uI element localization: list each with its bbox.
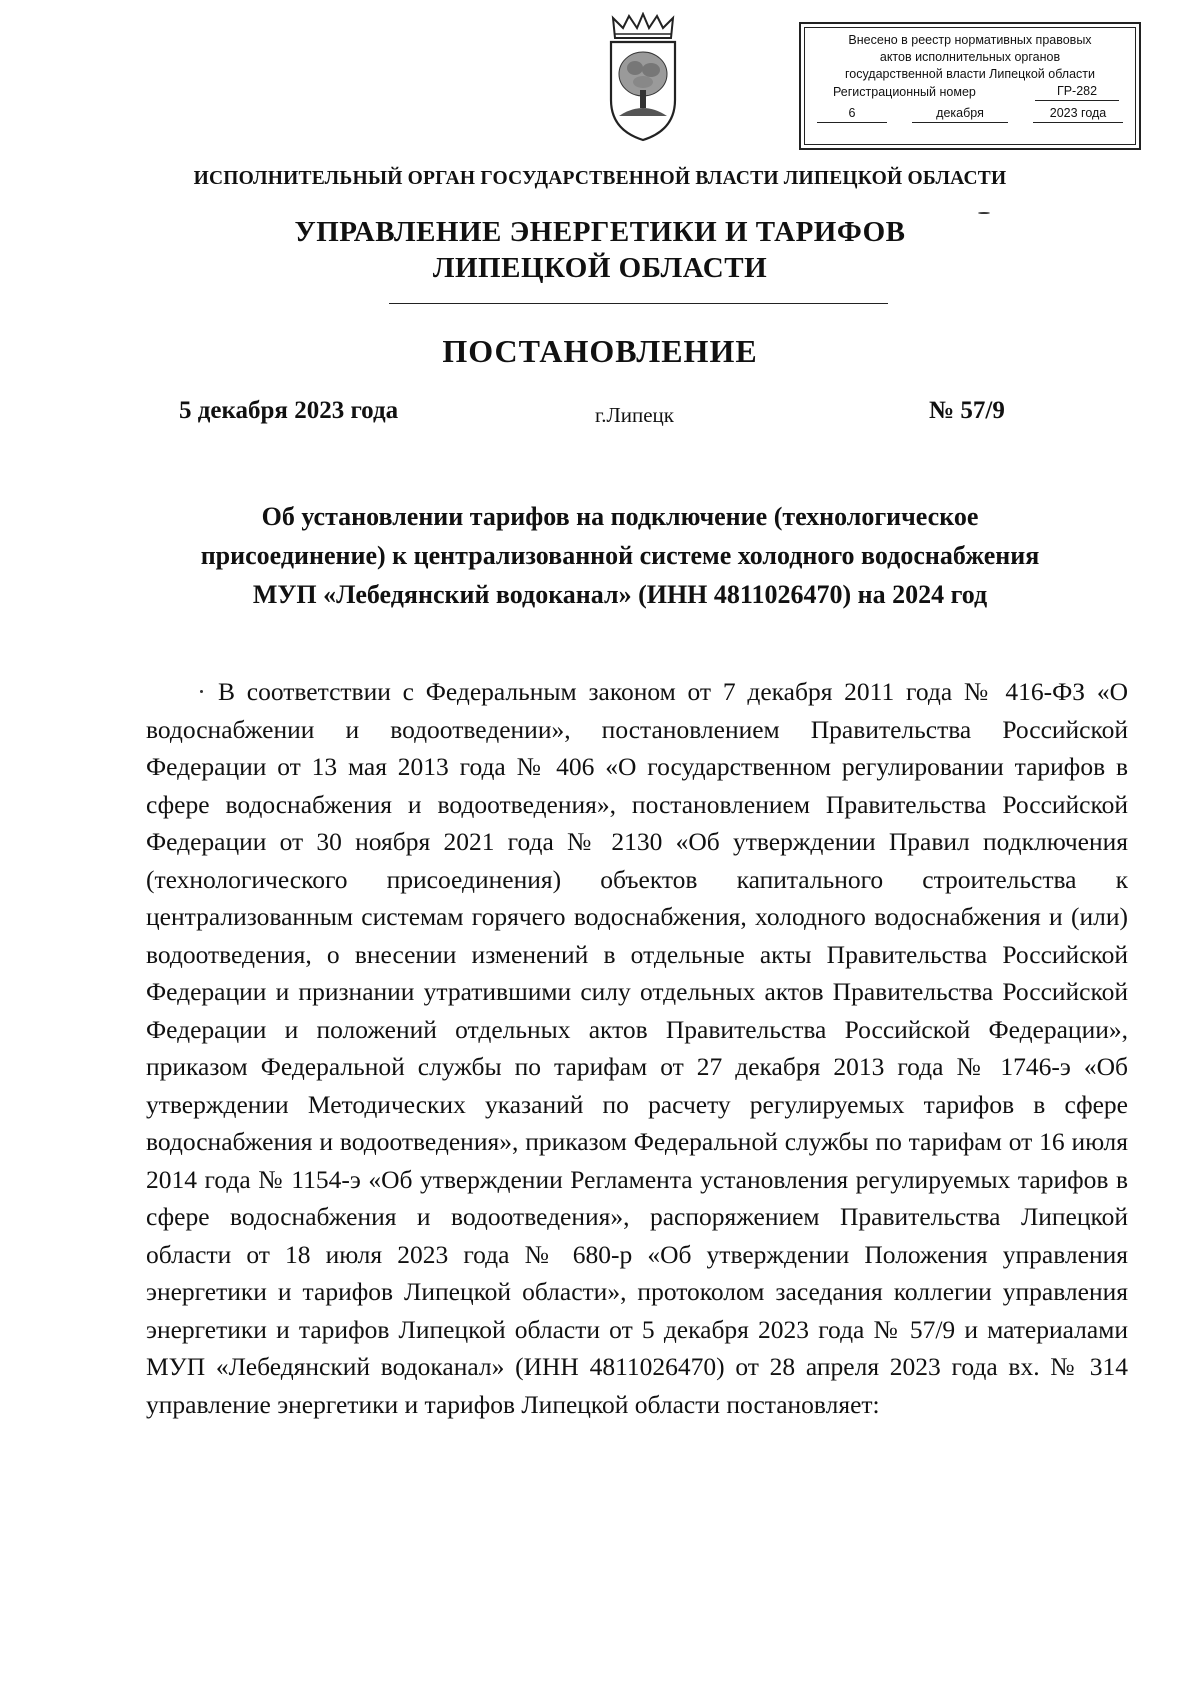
header-divider	[389, 303, 888, 304]
stamp-reg-label: Регистрационный номер	[833, 85, 976, 99]
document-city: г.Липецк	[595, 403, 674, 427]
stamp-year: 2023 года	[1033, 105, 1123, 123]
stamp-month: декабря	[912, 105, 1008, 123]
scan-speck	[978, 212, 990, 214]
registry-stamp	[799, 22, 1141, 150]
scan-speck	[200, 690, 203, 693]
department-line-2: ЛИПЕЦКОЙ ОБЛАСТИ	[432, 252, 768, 284]
body-paragraph: В соответствии с Федеральным законом от 7 декабря 2011 года № 416-ФЗ «О водоснабжении и водоотведении», постановлением Правительства Российской Федерации от 13 мая 2013 года № 406 «О государственном регулировании тарифов в сфере водоснабжения и водоотведения», постановлением Правительства Российской Федерации от 30 ноября 2021 года № 2130 «Об утверждении Правил подключения (технологического присоединения) объектов капитального строительства к централизованным системам горячего водоснабжения, холодного водоснабжения и (или) водоотведения, о внесении изменений в отдельные акты Правительства Российской Федерации и признании утратившими силу отдельных актов Правительства Российской Федерации и положений отдельных актов Правительства Российской Федерации», приказом Федеральной службы по тарифам от 27 декабря 2013 года № 1746-э «Об утверждении Методических указаний по расчету регулируемых тарифов в сфере водоснабжения и водоотведения», приказом Федеральной службы по тарифам от 16 июля 2014 года № 1154-э «Об утверждении Регламента установления регулируемых тарифов в сфере водоснабжения и водоотведения», распоряжением Правительства Липецкой области от 18 июля 2023 года № 680-р «Об утверждении Положения управления энергетики и тарифов Липецкой области», протоколом заседания коллегии управления энергетики и тарифов Липецкой области от 5 декабря 2023 года № 57/9 и материалами МУП «Лебедянский водоканал» (ИНН 4811026470) от 28 апреля 2023 года вх. № 314 управление энергетики и тарифов Липецкой области постановляет:	[146, 677, 1128, 1419]
title-line-2: присоединение) к централизованной системе холодного водоснабжения	[200, 541, 1040, 570]
title-line-1: Об установлении тарифов на подключение (технологическое	[261, 502, 979, 531]
document-number: № 57/9	[929, 397, 1005, 424]
issuing-authority: ИСПОЛНИТЕЛЬНЫЙ ОРГАН ГОСУДАРСТВЕННОЙ ВЛАСТИ ЛИПЕЦКОЙ ОБЛАСТИ	[193, 168, 1007, 189]
stamp-reg-number: ГР-282	[1035, 83, 1119, 101]
stamp-day: 6	[817, 105, 887, 123]
document-type: ПОСТАНОВЛЕНИЕ	[442, 333, 758, 369]
coat-of-arms-icon	[605, 12, 681, 142]
department-name	[0, 214, 1200, 286]
title-line-3: МУП «Лебедянский водоканал» (ИНН 4811026470) на 2024 год	[252, 580, 988, 609]
document-title	[140, 497, 1100, 614]
stamp-line-3: государственной власти Липецкой области	[844, 67, 1096, 81]
document-date: 5 декабря 2023 года	[179, 397, 399, 424]
stamp-line-1: Внесено в реестр нормативных правовых	[848, 33, 1092, 47]
department-line-1: УПРАВЛЕНИЕ ЭНЕРГЕТИКИ И ТАРИФОВ	[294, 216, 906, 248]
stamp-line-2: актов исполнительных органов	[879, 50, 1061, 64]
